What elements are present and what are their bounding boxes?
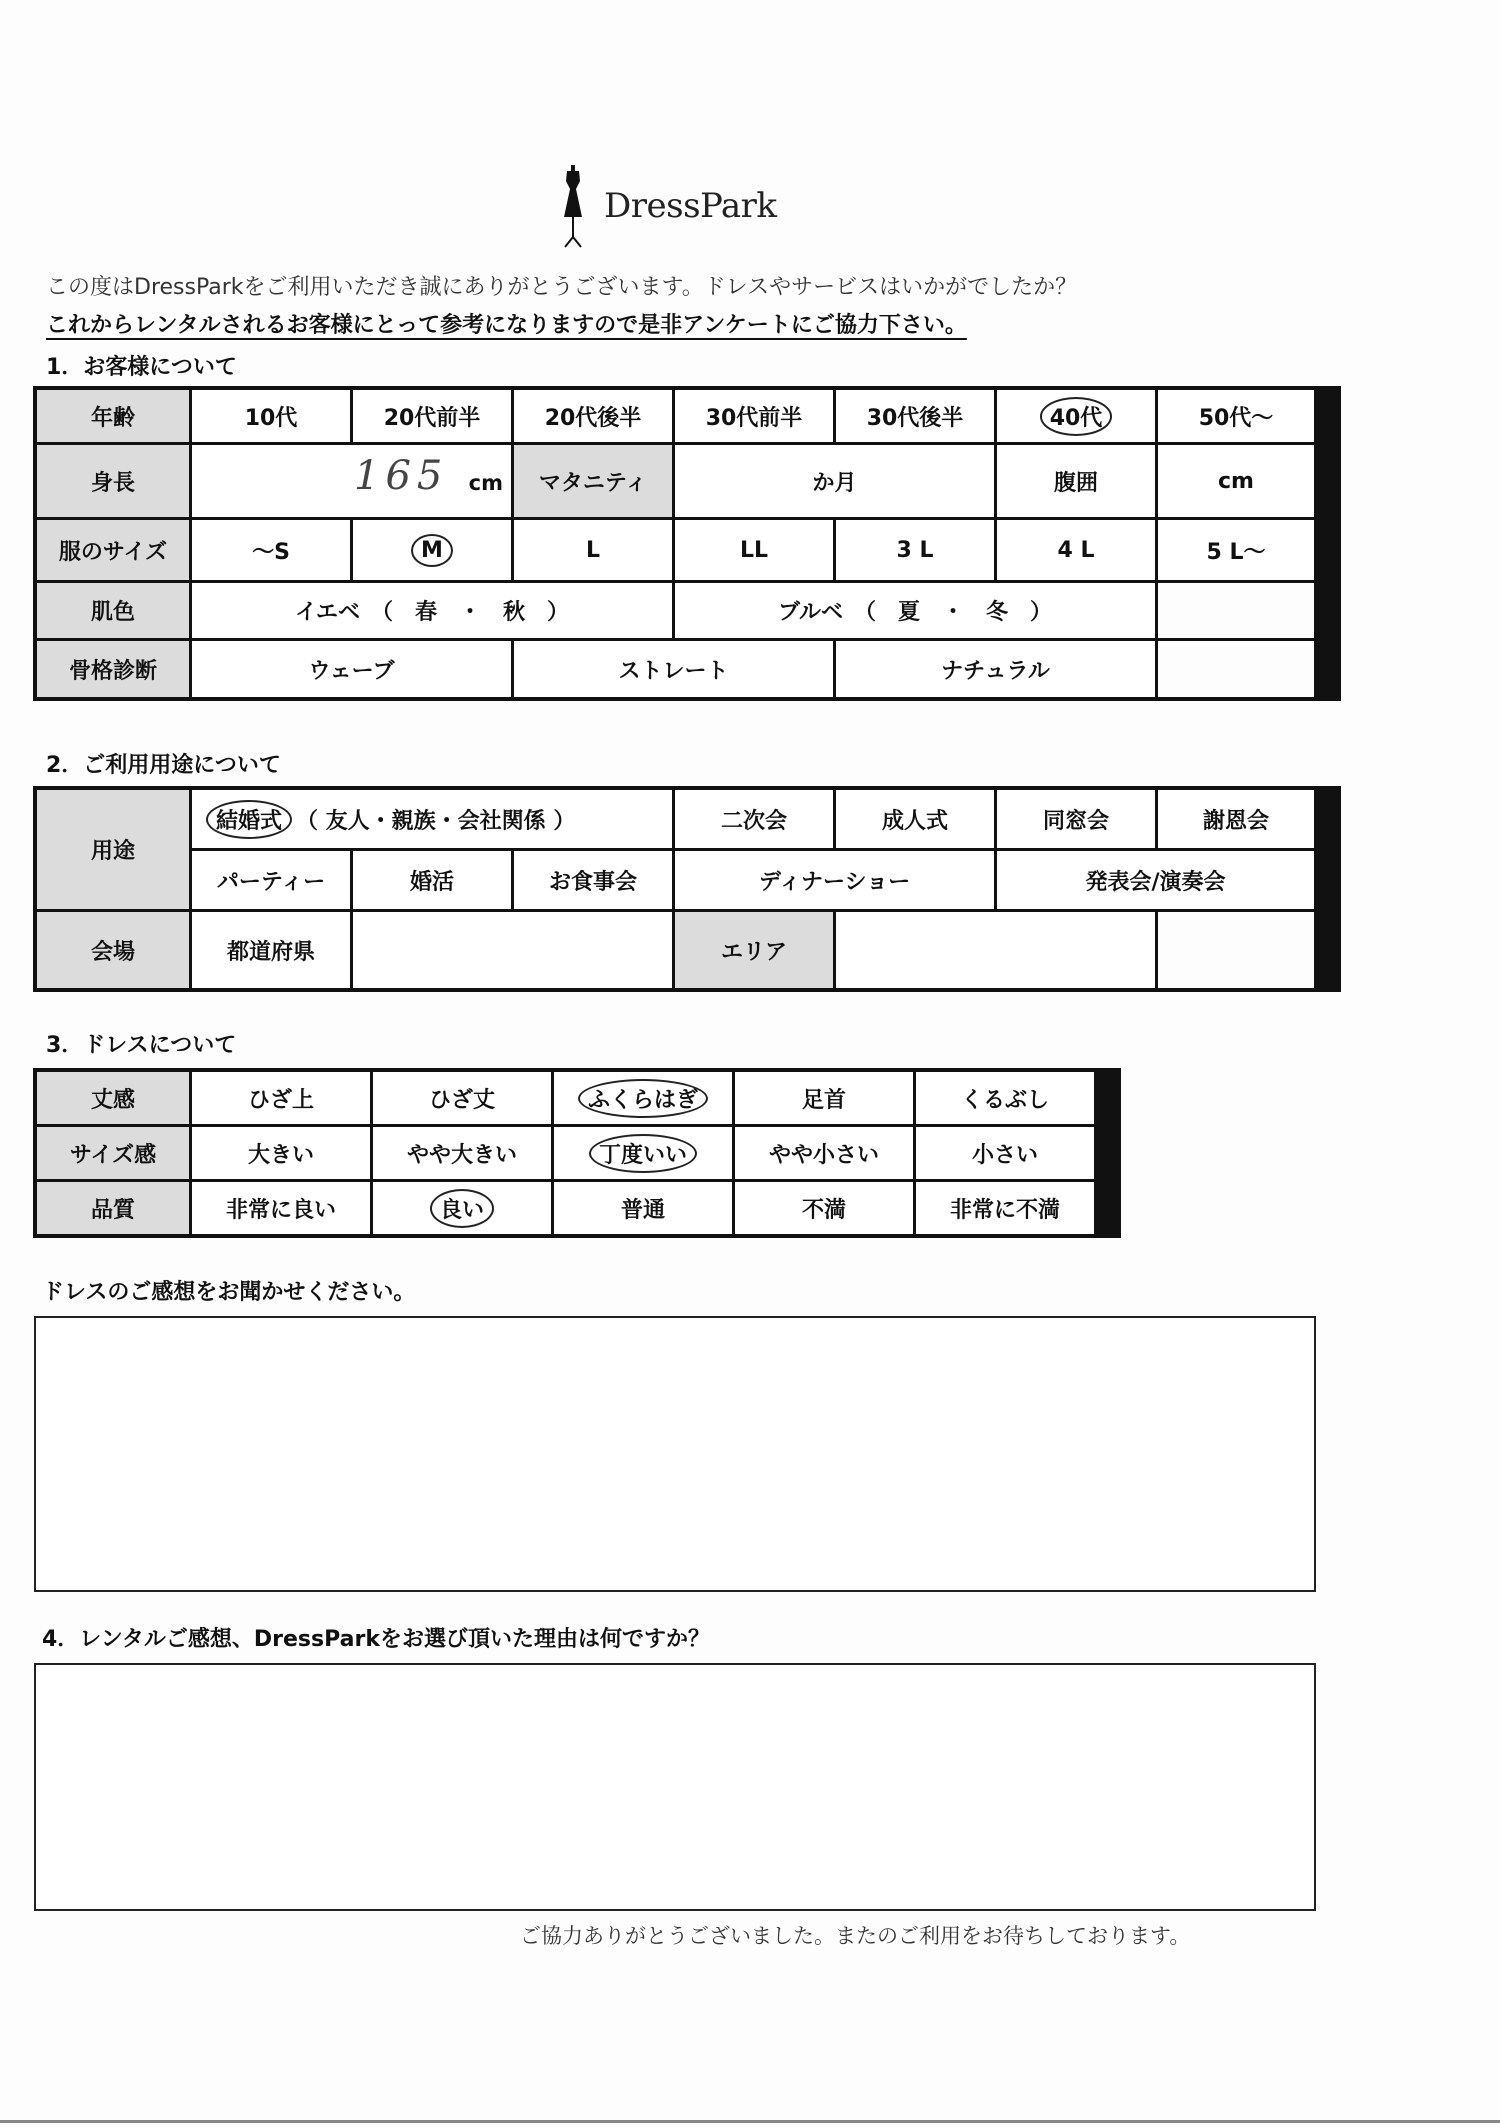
age-option[interactable]: 10代 [192, 390, 350, 442]
length-option[interactable]: ひざ上 [192, 1072, 370, 1124]
waist-field[interactable] [1158, 445, 1314, 517]
frame-option[interactable]: ストレート [514, 641, 833, 697]
section1-heading: 1．お客様について [46, 355, 237, 380]
area-label: エリア [675, 912, 833, 988]
selection-circle: M [411, 534, 453, 567]
empty-cell [1158, 641, 1314, 697]
selection-circle: 40代 [1040, 397, 1113, 436]
section3-heading: 3．ドレスについて [46, 1033, 237, 1058]
empty-cell [1158, 583, 1314, 638]
age-option[interactable]: 30代前半 [675, 390, 833, 442]
wedding-detail: （ 友人・親族・会社関係 ） [296, 808, 576, 834]
height-unit: cm [468, 471, 503, 495]
venue-label: 会場 [37, 912, 189, 988]
area-field[interactable] [836, 912, 1155, 988]
quality-option[interactable]: 非常に不満 [916, 1182, 1094, 1234]
customer-table [33, 386, 1341, 701]
brand-name: DressPark [604, 186, 777, 226]
length-option[interactable]: ひざ丈 [373, 1072, 551, 1124]
height-field[interactable] [192, 445, 511, 517]
selection-circle: 丁度いい [589, 1134, 697, 1173]
height-value: 165 [354, 453, 449, 499]
quality-option[interactable]: 非常に良い [192, 1182, 370, 1234]
age-label: 年齢 [37, 390, 189, 442]
age-option-selected[interactable] [997, 390, 1155, 442]
page-edge-line [0, 2120, 1500, 2123]
logo [560, 160, 820, 260]
fit-option[interactable]: 大きい [192, 1127, 370, 1179]
purpose-option[interactable]: 二次会 [675, 790, 833, 848]
intro-text: この度はDressParkをご利用いただき誠にありがとうございます。ドレスやサービスはいかがでしたか？ [46, 275, 1078, 300]
purpose-option[interactable]: 同窓会 [997, 790, 1155, 848]
dress-comment-prompt: ドレスのご感想をお聞かせください。 [42, 1280, 416, 1305]
size-option[interactable]: 3 L [836, 520, 994, 580]
size-label: 服のサイズ [37, 520, 189, 580]
prefecture-label: 都道府県 [192, 912, 350, 988]
age-option[interactable]: 20代前半 [353, 390, 511, 442]
size-option[interactable]: LL [675, 520, 833, 580]
length-label: 丈感 [37, 1072, 189, 1124]
purpose-option[interactable]: 発表会/演奏会 [997, 851, 1314, 909]
fit-option[interactable]: やや大きい [373, 1127, 551, 1179]
maternity-months-field[interactable] [675, 445, 994, 517]
purpose-option[interactable]: パーティー [192, 851, 350, 909]
purpose-option[interactable]: ディナーショー [675, 851, 994, 909]
fit-option[interactable]: やや小さい [735, 1127, 913, 1179]
dress-comment-box[interactable] [34, 1316, 1316, 1592]
age-option[interactable]: 30代後半 [836, 390, 994, 442]
size-option-selected[interactable] [353, 520, 511, 580]
size-option[interactable]: 4 L [997, 520, 1155, 580]
quality-option[interactable]: 普通 [554, 1182, 732, 1234]
purpose-option[interactable]: 謝恩会 [1158, 790, 1314, 848]
dress-table [33, 1068, 1121, 1238]
dress-form-icon [560, 165, 586, 249]
skin-label: 肌色 [37, 583, 189, 638]
size-option[interactable]: 〜S [192, 520, 350, 580]
closing-message: ご協力ありがとうございました。またのご利用をお待ちしております。 [520, 1924, 1191, 1948]
skin-yellow-option[interactable]: イエベ （ 春 ・ 秋 ） [192, 583, 672, 638]
frame-option[interactable]: ナチュラル [836, 641, 1155, 697]
size-option[interactable]: 5 L〜 [1158, 520, 1314, 580]
quality-option[interactable]: 不満 [735, 1182, 913, 1234]
purpose-option[interactable]: 婚活 [353, 851, 511, 909]
wedding-option[interactable] [192, 790, 672, 848]
section2-heading: 2．ご利用用途について [46, 753, 281, 778]
frame-label: 骨格診断 [37, 641, 189, 697]
quality-label: 品質 [37, 1182, 189, 1234]
skin-blue-option[interactable]: ブルベ （ 夏 ・ 冬 ） [675, 583, 1155, 638]
fit-option[interactable]: 小さい [916, 1127, 1094, 1179]
waist-label: 腹囲 [997, 445, 1155, 517]
selection-circle: 良い [430, 1189, 494, 1228]
purpose-option[interactable]: 成人式 [836, 790, 994, 848]
maternity-label: マタニティ [514, 445, 672, 517]
reason-comment-box[interactable] [34, 1663, 1316, 1911]
selection-circle: 結婚式 [206, 800, 292, 839]
size-option[interactable]: L [514, 520, 672, 580]
months-label: か月 [812, 470, 857, 496]
age-option[interactable]: 20代後半 [514, 390, 672, 442]
purpose-option[interactable]: お食事会 [514, 851, 672, 909]
height-label: 身長 [37, 445, 189, 517]
purpose-label: 用途 [37, 790, 189, 909]
quality-option-selected[interactable] [373, 1182, 551, 1234]
waist-unit: cm [1218, 468, 1254, 494]
age-option[interactable]: 50代〜 [1158, 390, 1314, 442]
fit-label: サイズ感 [37, 1127, 189, 1179]
fit-option-selected[interactable] [554, 1127, 732, 1179]
length-option[interactable]: くるぶし [916, 1072, 1094, 1124]
length-option[interactable]: 足首 [735, 1072, 913, 1124]
section4-heading: 4．レンタルご感想、DressParkをお選び頂いた理由は何ですか？ [42, 1627, 710, 1652]
prefecture-field[interactable] [353, 912, 672, 988]
selection-circle: ふくらはぎ [578, 1079, 708, 1118]
length-option-selected[interactable] [554, 1072, 732, 1124]
empty-cell [1158, 912, 1314, 988]
purpose-table [33, 786, 1341, 992]
intro-request: これからレンタルされるお客様にとって参考になりますので是非アンケートにご協力下さい。 [46, 313, 967, 338]
frame-option[interactable]: ウェーブ [192, 641, 511, 697]
